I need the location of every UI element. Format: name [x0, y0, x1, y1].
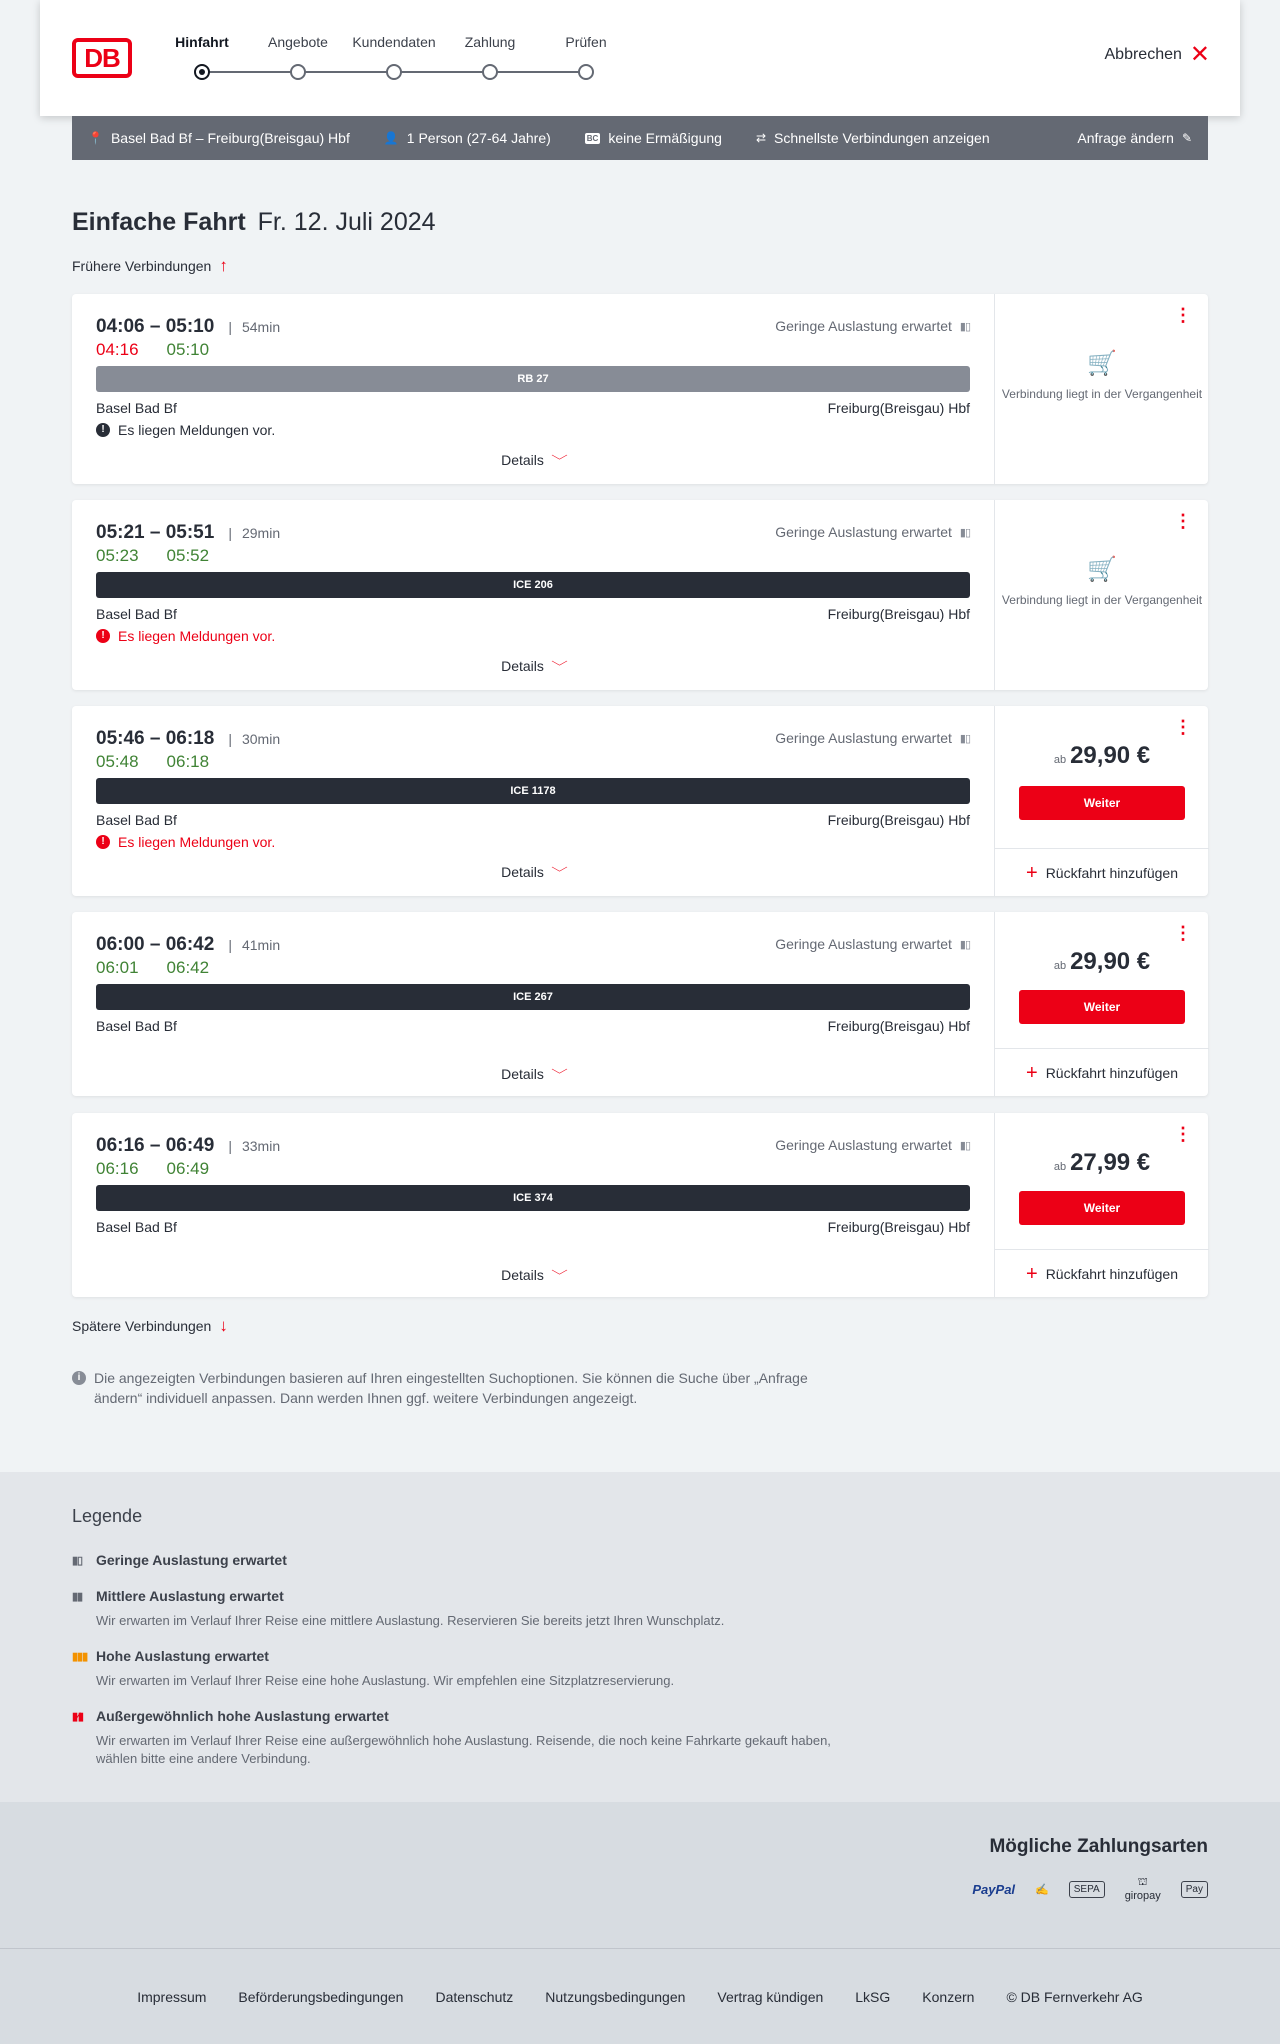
connection-main: [72, 706, 994, 896]
connection-card: [72, 1113, 1208, 1297]
step-pruefen-label: Prüfen: [565, 34, 607, 50]
legend-item-title: Mittlere Auslastung erwartet: [96, 1588, 284, 1604]
chevron-down-icon: ﹀: [551, 1069, 568, 1081]
details-toggle[interactable]: [72, 1267, 994, 1283]
occupancy-low-icon: ▮▯: [959, 526, 970, 539]
page-title: [72, 208, 436, 237]
legend-item: [72, 1552, 872, 1568]
price-prefix: ab: [1053, 754, 1067, 766]
legend-item-title: Außergewöhnlich hohe Auslastung erwartet: [96, 1708, 389, 1724]
legend-item-title: Hohe Auslastung erwartet: [96, 1648, 269, 1664]
search-info-text: Die angezeigten Verbindungen basieren auf Ihren eingestellten Suchoptionen. Sie können die Suche über „Anfrage ändern“ individuell anpassen. Dann werden Ihnen ggf. weitere Verbindungen angezeigt.: [94, 1370, 808, 1406]
connection-main: [72, 912, 994, 1096]
applepay-label: Pay: [1185, 1883, 1203, 1895]
add-return-label: Rückfahrt hinzufügen: [1045, 1064, 1178, 1081]
stations: [96, 1219, 970, 1235]
planned-times: 05:21 – 05:51: [96, 522, 215, 543]
connection-offer: [994, 912, 1208, 1096]
departure-station: Basel Bad Bf: [96, 1018, 177, 1034]
cart-unavailable-icon: 🛒: [1087, 350, 1117, 377]
summary-discount: [585, 130, 722, 146]
planned-times: 06:16 – 06:49: [96, 1135, 215, 1156]
payment-methods-title: Mögliche Zahlungsarten: [989, 1836, 1208, 1857]
realtime-arrival: 05:10: [166, 340, 210, 359]
connection-times: 05:21 – 05:51 | 29min: [96, 522, 281, 543]
sepa-icon: SEPA: [1069, 1881, 1105, 1898]
occupancy-info: [775, 1137, 970, 1153]
duration: 54min: [241, 319, 281, 335]
price-value: 27,99 €: [1070, 1149, 1151, 1176]
legend-item-title: Geringe Auslastung erwartet: [96, 1552, 287, 1568]
arrival-station: Freiburg(Breisgau) Hbf: [827, 812, 970, 828]
continue-button[interactable]: Weiter: [1019, 990, 1185, 1024]
realtime-arrival: 06:18: [166, 752, 210, 771]
footer-link-befoerderungsbedingungen[interactable]: Beförderungsbedingungen: [238, 1989, 404, 2005]
price: [995, 948, 1209, 976]
occupancy-text: Geringe Auslastung erwartet: [775, 1137, 952, 1153]
swap-arrows-icon: ⇄: [755, 131, 767, 145]
giropay-icon: ⛫ giropay: [1124, 1876, 1161, 1902]
info-icon: i: [72, 1371, 86, 1385]
arrival-station: Freiburg(Breisgau) Hbf: [827, 1219, 970, 1235]
occupancy-text: Geringe Auslastung erwartet: [775, 936, 952, 952]
pencil-icon: ✎: [1181, 131, 1192, 145]
details-label: Details: [501, 1267, 544, 1283]
chevron-down-icon: ﹀: [551, 661, 568, 673]
departure-station: Basel Bad Bf: [96, 812, 177, 828]
realtime-arrival: 06:42: [166, 958, 210, 977]
summary-mode-text: Schnellste Verbindungen anzeigen: [774, 130, 990, 146]
add-return-button[interactable]: [995, 1048, 1209, 1096]
details-toggle[interactable]: [72, 452, 994, 468]
step-kundendaten-label: Kundendaten: [352, 34, 436, 50]
footer-link-impressum[interactable]: Impressum: [137, 1989, 207, 2005]
booking-stepper: [170, 34, 690, 84]
realtime-times: [96, 340, 209, 360]
price-prefix: ab: [1053, 1161, 1067, 1173]
add-return-button[interactable]: [995, 1249, 1209, 1297]
legend-item: [72, 1588, 872, 1630]
earlier-connections-link[interactable]: [72, 256, 228, 276]
realtime-arrival: 05:52: [166, 546, 210, 565]
legend-item: [72, 1648, 872, 1690]
occupancy-low-icon: ▮▯: [72, 1554, 83, 1567]
connection-main: [72, 1113, 994, 1297]
alert-icon: !: [96, 835, 110, 849]
summary-route-text: Basel Bad Bf – Freiburg(Breisgau) Hbf: [110, 130, 350, 146]
occupancy-high-icon: ▮▮▮: [72, 1650, 88, 1663]
planned-times: 04:06 – 05:10: [96, 316, 215, 337]
footer-copyright: © DB Fernverkehr AG: [1006, 1989, 1143, 2005]
details-label: Details: [501, 452, 544, 468]
more-options-icon[interactable]: ⋮: [1174, 717, 1192, 737]
step-hinfahrt-label: Hinfahrt: [175, 34, 229, 50]
realtime-departure: 06:16: [96, 1159, 139, 1178]
more-options-icon[interactable]: ⋮: [1174, 1124, 1192, 1144]
location-pin-icon: 📍: [88, 131, 103, 145]
step-pruefen-dot: [578, 64, 594, 80]
realtime-times: [96, 752, 209, 772]
plus-icon: +: [1026, 861, 1038, 884]
service-message: [96, 422, 275, 438]
occupancy-low-icon: ▮▯: [959, 938, 970, 951]
price-value: 29,90 €: [1070, 948, 1151, 975]
price: [995, 1149, 1209, 1177]
paypal-icon: PayPal: [972, 1881, 1016, 1897]
summary-mode: [756, 130, 990, 146]
more-options-icon[interactable]: ⋮: [1174, 511, 1192, 531]
occupancy-info: [775, 936, 970, 952]
chevron-down-icon: ﹀: [551, 867, 568, 879]
arrival-station: Freiburg(Breisgau) Hbf: [827, 606, 970, 622]
arrow-up-icon: ↑: [219, 256, 228, 275]
step-kundendaten-dot: [386, 64, 402, 80]
details-label: Details: [501, 864, 544, 880]
details-toggle[interactable]: [72, 658, 994, 674]
details-toggle[interactable]: [72, 1066, 994, 1082]
db-logo[interactable]: DB: [72, 38, 132, 78]
price: [995, 742, 1209, 770]
occupancy-legend: [0, 1472, 1280, 1802]
occupancy-info: [775, 730, 970, 746]
stations: [96, 812, 970, 828]
realtime-times: [96, 1159, 209, 1179]
more-options-icon[interactable]: ⋮: [1174, 923, 1192, 943]
trip-type: Einfache Fahrt: [72, 208, 246, 236]
bahncard-icon: BC: [586, 133, 599, 143]
add-return-label: Rückfahrt hinzufügen: [1045, 864, 1178, 881]
connection-times: 06:16 – 06:49 | 33min: [96, 1135, 281, 1156]
duration: 29min: [241, 525, 281, 541]
step-hinfahrt-dot: [194, 64, 210, 80]
change-request-button[interactable]: [1077, 130, 1192, 146]
chevron-down-icon: ﹀: [551, 455, 568, 467]
train-bar[interactable]: ICE 1178: [96, 778, 970, 804]
footer: [0, 1948, 1280, 2044]
later-connections-link[interactable]: [72, 1316, 228, 1336]
footer-link-datenschutz[interactable]: Datenschutz: [435, 1989, 514, 2005]
departure-station: Basel Bad Bf: [96, 400, 177, 416]
legend-title: Legende: [72, 1506, 143, 1526]
realtime-times: [96, 546, 209, 566]
duration: 41min: [241, 937, 281, 953]
service-message-text: Es liegen Meldungen vor.: [118, 834, 276, 850]
add-return-label: Rückfahrt hinzufügen: [1045, 1265, 1178, 1282]
creditcard-icon: ✍: [1035, 1883, 1049, 1896]
service-message: [96, 834, 275, 850]
summary-persons: [384, 130, 551, 146]
footer-link-vertrag-kuendigen[interactable]: Vertrag kündigen: [717, 1989, 824, 2005]
arrow-down-icon: ↓: [219, 1316, 228, 1335]
person-icon: 👤: [383, 131, 399, 145]
planned-times: 06:00 – 06:42: [96, 934, 215, 955]
more-options-icon[interactable]: ⋮: [1174, 305, 1192, 325]
connection-offer: [994, 294, 1208, 484]
later-connections-label: Spätere Verbindungen: [72, 1318, 212, 1334]
footer-link-lksg[interactable]: LkSG: [855, 1989, 891, 2005]
step-angebote-dot: [290, 64, 306, 80]
stations: [96, 1018, 970, 1034]
stations: [96, 606, 970, 622]
arrival-station: Freiburg(Breisgau) Hbf: [827, 400, 970, 416]
close-icon: ✕: [1189, 41, 1210, 68]
cancel-label: Abbrechen: [1104, 46, 1182, 63]
chevron-down-icon: ﹀: [551, 1270, 568, 1282]
continue-button[interactable]: Weiter: [1019, 1191, 1185, 1225]
applepay-icon: [1181, 1881, 1208, 1898]
realtime-departure: 05:48: [96, 752, 139, 771]
connection-card: [72, 912, 1208, 1096]
past-connection-notice: [995, 556, 1209, 608]
stations: [96, 400, 970, 416]
payment-methods: [0, 1802, 1280, 1948]
earlier-connections-label: Frühere Verbindungen: [72, 258, 212, 274]
arrival-station: Freiburg(Breisgau) Hbf: [827, 1018, 970, 1034]
service-message-text: Es liegen Meldungen vor.: [118, 628, 276, 644]
legend-item-description: Wir erwarten im Verlauf Ihrer Reise eine außergewöhnlich hohe Auslastung. Reisende, die noch keine Fahrkarte gekauft haben, wählen bitte eine andere Verbindung.: [96, 1733, 831, 1766]
details-toggle[interactable]: [72, 864, 994, 880]
departure-station: Basel Bad Bf: [96, 1219, 177, 1235]
alert-icon: !: [96, 629, 110, 643]
connection-times: 05:46 – 06:18 | 30min: [96, 728, 281, 749]
occupancy-text: Geringe Auslastung erwartet: [775, 318, 952, 334]
plus-icon: +: [1026, 1061, 1038, 1084]
legend-item: [72, 1708, 872, 1768]
legend-item-description: Wir erwarten im Verlauf Ihrer Reise eine mittlere Auslastung. Reservieren Sie bereits jetzt Ihren Wunschplatz.: [96, 1613, 725, 1628]
footer-link-konzern[interactable]: Konzern: [922, 1989, 975, 2005]
occupancy-info: [775, 318, 970, 334]
footer-link-nutzungsbedingungen[interactable]: Nutzungsbedingungen: [545, 1989, 686, 2005]
add-return-button[interactable]: [995, 848, 1209, 896]
legend-item-description: Wir erwarten im Verlauf Ihrer Reise eine hohe Auslastung. Wir empfehlen eine Sitzplatzreservierung.: [96, 1673, 675, 1688]
summary-discount-text: keine Ermäßigung: [608, 130, 722, 146]
connection-main: [72, 500, 994, 690]
occupancy-low-icon: ▮▯: [959, 320, 970, 333]
realtime-arrival: 06:49: [166, 1159, 210, 1178]
connection-card: [72, 294, 1208, 484]
summary-persons-text: 1 Person (27-64 Jahre): [406, 130, 551, 146]
price-prefix: ab: [1053, 960, 1067, 972]
realtime-departure: 04:16: [96, 340, 139, 359]
cart-unavailable-icon: 🛒: [1087, 556, 1117, 583]
alert-icon: !: [96, 423, 110, 437]
departure-station: Basel Bad Bf: [96, 606, 177, 622]
planned-times: 05:46 – 06:18: [96, 728, 215, 749]
occupancy-low-icon: ▮▯: [959, 732, 970, 745]
past-connection-text: Verbindung liegt in der Vergangenheit: [1001, 593, 1203, 607]
top-bar: [40, 0, 1240, 116]
occupancy-info: [775, 524, 970, 540]
realtime-times: [96, 958, 209, 978]
past-connection-text: Verbindung liegt in der Vergangenheit: [1001, 387, 1203, 401]
connection-main: [72, 294, 994, 484]
duration: 30min: [241, 731, 281, 747]
service-message: [96, 628, 275, 644]
connection-offer: [994, 500, 1208, 690]
plus-icon: +: [1026, 1262, 1038, 1285]
details-label: Details: [501, 1066, 544, 1082]
occupancy-low-icon: ▮▯: [959, 1139, 970, 1152]
occupancy-full-icon: ▮⁄▮: [72, 1710, 83, 1723]
cancel-button[interactable]: [1104, 41, 1211, 68]
service-message-text: Es liegen Meldungen vor.: [118, 422, 276, 438]
price-value: 29,90 €: [1070, 742, 1151, 769]
step-angebote-label: Angebote: [268, 34, 328, 50]
payment-icons: [972, 1876, 1208, 1902]
past-connection-notice: [995, 350, 1209, 402]
step-zahlung-label: Zahlung: [464, 34, 516, 50]
search-summary-bar: [72, 116, 1208, 160]
duration: 33min: [241, 1138, 281, 1154]
realtime-departure: 06:01: [96, 958, 139, 977]
connection-offer: [994, 1113, 1208, 1297]
search-info-note: [72, 1368, 852, 1408]
connection-card: [72, 706, 1208, 896]
details-label: Details: [501, 658, 544, 674]
occupancy-text: Geringe Auslastung erwartet: [775, 524, 952, 540]
occupancy-text: Geringe Auslastung erwartet: [775, 730, 952, 746]
continue-button[interactable]: Weiter: [1019, 786, 1185, 820]
step-zahlung-dot: [482, 64, 498, 80]
trip-date: Fr. 12. Juli 2024: [257, 208, 436, 236]
train-bar[interactable]: RB 27: [96, 366, 970, 392]
train-bar[interactable]: ICE 206: [96, 572, 970, 598]
giropay-label: giropay: [1124, 1890, 1161, 1902]
train-bar[interactable]: ICE 374: [96, 1185, 970, 1211]
connection-offer: [994, 706, 1208, 896]
connection-times: 06:00 – 06:42 | 41min: [96, 934, 281, 955]
realtime-departure: 05:23: [96, 546, 139, 565]
connection-times: 04:06 – 05:10 | 54min: [96, 316, 281, 337]
train-bar[interactable]: ICE 267: [96, 984, 970, 1010]
summary-route: [88, 130, 350, 146]
change-request-label: Anfrage ändern: [1077, 130, 1174, 146]
connection-card: [72, 500, 1208, 690]
occupancy-medium-icon: ▮▮: [72, 1590, 83, 1603]
